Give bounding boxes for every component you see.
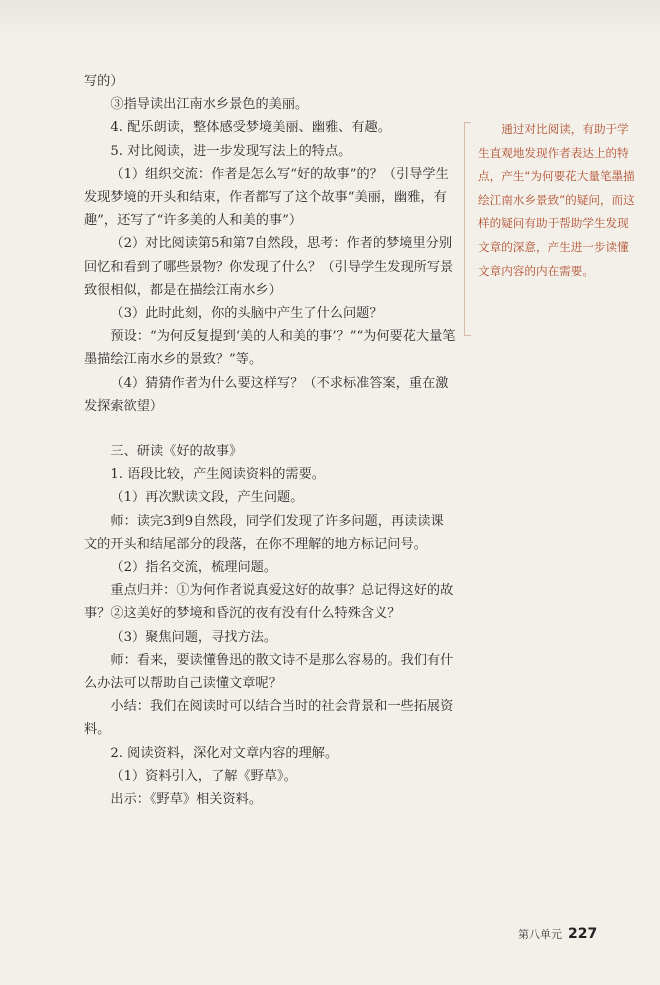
paragraph: 1. 语段比较，产生阅读资料的需要。: [110, 467, 325, 483]
paragraph: （1）组织交流：作者是怎么写“好的故事”的？（引导学生发现梦境的开头和结束，作者都写了这个故事“美丽，幽雅，有趣”，还写了“许多美的人和美的事”）: [84, 166, 449, 229]
paragraph: 写的）: [84, 74, 124, 89]
section-gap: [84, 418, 456, 440]
margin-note-bracket: [464, 122, 471, 336]
paragraph: 小结：我们在阅读时可以结合当时的社会背景和一些拓展资料。: [84, 699, 454, 738]
paragraph: （2）指名交流，梳理问题。: [110, 560, 278, 576]
paragraph: （1）再次默读文段，产生问题。: [110, 490, 304, 506]
main-text-column: [84, 70, 456, 811]
paragraph: 2. 阅读资料，深化对文章内容的理解。: [110, 745, 339, 761]
paragraph: 预设：“为何反复提到‘美的人和美的事’？”“为何要花大量笔墨描绘江南水乡的景致？”等。: [84, 329, 456, 368]
margin-note-text: 通过对比阅读，有助于学生直观地发现作者表达上的特点，产生“为何要花大量笔墨描绘江南水乡景致”的疑问，而这样的疑问有助于帮助学生发现文章的深意，产生进一步读懂文章内容的内在需要。: [478, 122, 635, 278]
paragraph: ③指导读出江南水乡景色的美丽。: [110, 97, 309, 113]
paragraph: 5. 对比阅读，进一步发现写法上的特点。: [110, 143, 352, 159]
paragraph: 重点归并：①为何作者说真爱这好的故事？总记得这好的故事？②这美好的梦境和昏沉的夜有没有什么特殊含义？: [84, 583, 454, 622]
paragraph: （1）资料引入，了解《野草》。: [110, 768, 297, 784]
margin-note: [478, 118, 638, 283]
paragraph: 师：看来，要读懂鲁迅的散文诗不是那么容易的。我们有什么办法可以帮助自己读懂文章呢？: [84, 652, 454, 692]
paragraph: 三、研读《好的故事》: [110, 444, 243, 460]
paragraph: 出示：《野草》相关资料。: [110, 792, 263, 808]
paragraph: 师：读完3到9自然段，同学们发现了许多问题，再读读课文的开头和结尾部分的段落，在你不理解的地方标记问号。: [84, 513, 444, 552]
paragraph: （3）聚焦问题，寻找方法。: [110, 629, 278, 645]
page-number: 227: [568, 926, 598, 942]
paragraph: 4. 配乐朗读，整体感受梦境美丽、幽雅、有趣。: [110, 120, 391, 136]
paragraph: （4）猜猜作者为什么要这样写？（不求标准答案，重在激发探索欲望）: [84, 375, 449, 414]
unit-label: 第八单元: [518, 928, 562, 941]
page-footer: [518, 926, 597, 942]
paragraph: （2）对比阅读第5和第7自然段，思考：作者的梦境里分别回忆和看到了哪些景物？你发现了什么？（引导学生发现所写景致很相似，都是在描绘江南水乡）: [84, 236, 454, 298]
paragraph: （3）此时此刻，你的头脑中产生了什么问题？: [110, 306, 383, 322]
